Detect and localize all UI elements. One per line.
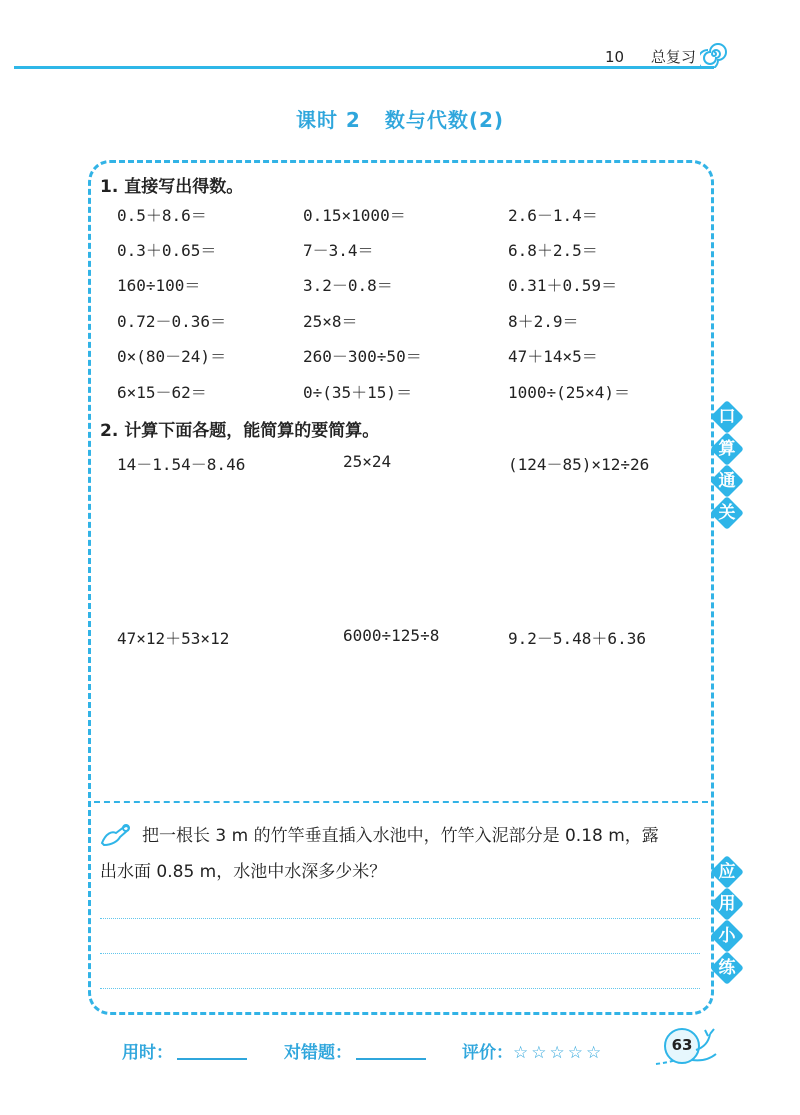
expression: (124－85)×12÷26 <box>508 455 650 474</box>
expression: 9.2－5.48＋6.36 <box>508 629 646 648</box>
tab-character: 口 <box>718 407 736 427</box>
lesson-label: 课时 2 <box>295 108 361 132</box>
expression: 47＋14×5＝ <box>508 347 598 366</box>
side-tab <box>710 432 744 466</box>
q2-title: 2. 计算下面各题，能简算的要简算。 <box>100 421 380 441</box>
expression: 0.5＋8.6＝ <box>117 206 207 225</box>
expression: 6×15－62＝ <box>117 383 207 402</box>
expression: 3.2－0.8＝ <box>303 276 393 295</box>
tab-character: 应 <box>718 862 736 882</box>
swirl-icon <box>700 40 728 68</box>
expression: 2.6－1.4＝ <box>508 206 598 225</box>
time-field <box>122 1038 247 1063</box>
lesson-title <box>0 104 800 133</box>
answer-line <box>100 988 700 989</box>
cartoon-hand-icon <box>100 821 134 847</box>
rating-stars[interactable]: ☆☆☆☆☆ <box>513 1043 605 1063</box>
expression: 0.3＋0.65＝ <box>117 241 217 260</box>
correct-label: 对错题： <box>284 1043 352 1063</box>
tab-character: 算 <box>718 439 736 459</box>
header-page-index: 10 <box>605 48 625 66</box>
expression: 0.72－0.36＝ <box>117 312 227 331</box>
page-header <box>605 46 696 67</box>
side-tab <box>710 855 744 889</box>
expression: 6000÷125÷8 <box>343 626 440 645</box>
expression: 7－3.4＝ <box>303 241 374 260</box>
tab-character: 通 <box>718 471 736 491</box>
expression: 0.15×1000＝ <box>303 206 406 225</box>
expression: 160÷100＝ <box>117 276 201 295</box>
problem-text-2: 出水面 0.85 m，水池中水深多少米？ <box>100 862 387 882</box>
tab-character: 练 <box>718 958 736 978</box>
header-section: 总复习 <box>650 48 696 66</box>
answer-line <box>100 953 700 954</box>
word-problem <box>100 818 708 890</box>
time-label: 用时： <box>122 1043 173 1063</box>
expression: 0×(80－24)＝ <box>117 347 227 366</box>
section-divider <box>94 801 708 803</box>
side-tab <box>710 464 744 498</box>
expression: 14－1.54－8.46 <box>117 455 246 474</box>
tab-character: 关 <box>718 503 736 523</box>
side-tab <box>710 496 744 530</box>
tab-character: 小 <box>718 926 736 946</box>
side-tab <box>710 951 744 985</box>
expression: 6.8＋2.5＝ <box>508 241 598 260</box>
problem-line-1 <box>100 818 708 854</box>
time-blank[interactable] <box>177 1044 247 1060</box>
side-tab <box>710 919 744 953</box>
lesson-name: 数与代数(2) <box>384 108 505 132</box>
expression: 1000÷(25×4)＝ <box>508 383 630 402</box>
expression: 0.31＋0.59＝ <box>508 276 618 295</box>
correct-blank[interactable] <box>356 1044 426 1060</box>
correct-field <box>284 1038 426 1063</box>
side-tab <box>710 887 744 921</box>
expression: 25×24 <box>343 452 392 471</box>
q1-title: 1. 直接写出得数。 <box>100 177 244 197</box>
expression: 260－300÷50＝ <box>303 347 422 366</box>
page-number: 63 <box>671 1036 693 1054</box>
rating-label: 评价： <box>462 1043 513 1063</box>
problem-text-1: 把一根长 3 m 的竹竿垂直插入水池中，竹竿入泥部分是 0.18 m，露 <box>142 826 659 846</box>
tab-character: 用 <box>718 894 736 914</box>
expression: 25×8＝ <box>303 312 358 331</box>
expression: 8＋2.9＝ <box>508 312 579 331</box>
side-tab <box>710 400 744 434</box>
expression: 47×12＋53×12 <box>117 629 230 648</box>
expression: 0÷(35＋15)＝ <box>303 383 413 402</box>
answer-line <box>100 918 700 919</box>
rating-field <box>462 1038 604 1063</box>
